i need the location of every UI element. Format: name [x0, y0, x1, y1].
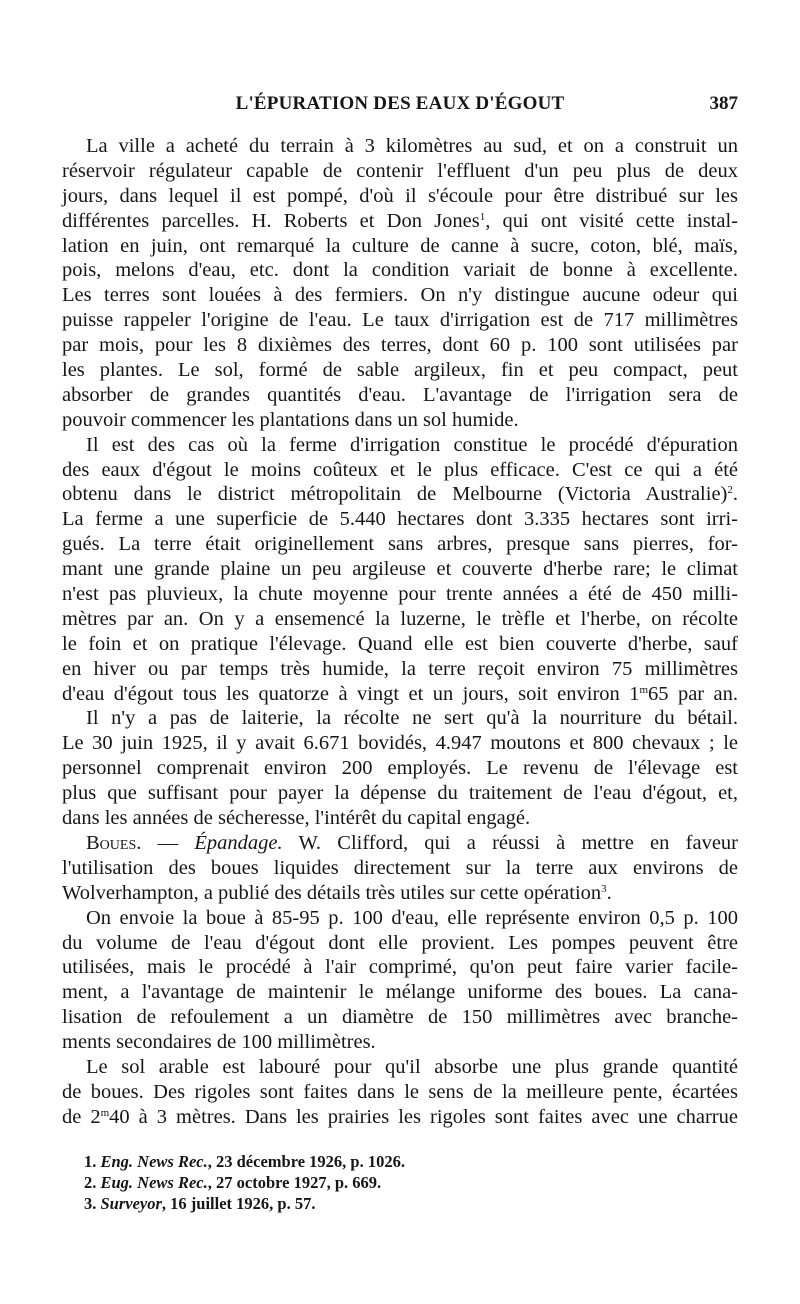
line-text-after: W. Clifford, qui a réussi à mettre en faveur	[282, 831, 738, 854]
line-text: Le sol arable est labouré pour qu'il absorbe une plus grande quantité	[86, 1055, 738, 1078]
line-text-after: 40 à 3 mètres. Dans les prairies les rigoles sont faites avec une charrue	[109, 1105, 738, 1128]
line-text: jours, dans lequel il est pompé, d'où il s'écoule pour être distribué sur les	[62, 184, 738, 207]
text-line	[62, 358, 738, 383]
line-text: personnel comprenait environ 200 employés. Le revenu de l'élevage est	[62, 757, 738, 780]
text-line	[62, 507, 738, 532]
line-text-after: 65 par an.	[648, 682, 738, 705]
footnote-rest: , 23 décembre 1926, p. 1026.	[207, 1152, 405, 1171]
text-line	[62, 931, 738, 956]
text-line	[62, 408, 738, 433]
text-line	[62, 1055, 738, 1080]
line-text: n'est pas pluvieux, la chute moyenne pour trente années a été de 450 milli-	[62, 583, 738, 606]
line-text: absorber de grandes quantités d'eau. L'avantage de l'irrigation sera de	[62, 383, 738, 406]
text-line	[62, 706, 738, 731]
text-line	[62, 856, 738, 881]
text-line	[62, 980, 738, 1005]
text-line	[62, 632, 738, 657]
line-text: mant une grande plaine un peu argileuse et couverte d'herbe rare; le climat	[62, 558, 738, 581]
text-line	[62, 1080, 738, 1105]
footnote-number: 3.	[84, 1194, 97, 1213]
footnote	[84, 1193, 738, 1214]
text-line	[62, 532, 738, 557]
line-text: La ville a acheté du terrain à 3 kilomètres au sud, et on a construit un	[86, 135, 738, 157]
line-text: différentes parcelles. H. Roberts et Don Jones	[62, 209, 480, 232]
page-number: 387	[709, 93, 738, 114]
footnote-source: Eug. News Rec.	[100, 1173, 208, 1192]
text-line	[62, 906, 738, 931]
line-text: utilisées, mais le procédé à l'air comprimé, qu'on peut faire varier facile-	[62, 956, 738, 979]
line-text: —	[141, 831, 195, 854]
text-line	[62, 333, 738, 358]
text-line	[62, 607, 738, 632]
text-line	[62, 881, 738, 906]
footnote-source: Surveyor	[100, 1194, 162, 1213]
line-text-after: , qui ont visité cette instal-	[485, 209, 738, 232]
line-text: On envoie la boue à 85-95 p. 100 d'eau, elle représente environ 0,5 p. 100	[86, 906, 738, 929]
footnote-rest: , 27 octobre 1927, p. 669.	[207, 1173, 382, 1192]
line-text: pouvoir commencer les plantations dans un sol humide.	[62, 408, 519, 431]
footnote-ref: m	[639, 683, 649, 696]
text-line	[62, 1105, 738, 1130]
line-text: Le 30 juin 1925, il y avait 6.671 bovidés, 4.947 moutons et 800 chevaux ; le	[62, 732, 738, 755]
text-line	[62, 657, 738, 682]
text-line	[62, 308, 738, 333]
text-line	[62, 234, 738, 259]
text-line	[62, 458, 738, 483]
text-line	[62, 781, 738, 806]
line-text: puisse rappeler l'origine de l'eau. Le taux d'irrigation est de 717 millimètres	[62, 309, 738, 332]
footnote-rest: , 16 juillet 1926, p. 57.	[161, 1194, 316, 1213]
footnote	[84, 1151, 738, 1172]
subheading: Épandage.	[194, 831, 283, 854]
line-text: de 2	[62, 1105, 101, 1128]
text-line	[62, 134, 738, 159]
line-text: l'utilisation des boues liquides directement sur la terre aux environs de	[62, 856, 738, 879]
text-line	[62, 731, 738, 756]
text-line	[62, 482, 738, 507]
text-line	[62, 1005, 738, 1030]
line-text: gués. La terre était originellement sans arbres, presque sans pierres, for-	[62, 533, 738, 556]
text-line	[62, 557, 738, 582]
text-line	[62, 283, 738, 308]
text-line	[62, 756, 738, 781]
line-text: du volume de l'eau d'égout dont elle provient. Les pompes peuvent être	[62, 931, 738, 954]
text-line	[62, 955, 738, 980]
line-text: Wolverhampton, a publié des détails très utiles sur cette opération	[62, 881, 602, 904]
text-line	[62, 1030, 738, 1055]
line-text: ments secondaires de 100 millimètres.	[62, 1031, 376, 1054]
text-line	[62, 582, 738, 607]
line-text: des eaux d'égout le moins coûteux et le plus efficace. C'est ce qui a été	[62, 458, 738, 481]
line-text: Les terres sont louées à des fermiers. On n'y distingue aucune odeur qui	[62, 284, 738, 307]
footnote-ref: 2	[727, 484, 733, 497]
footnote-number: 2.	[84, 1173, 97, 1192]
body-text	[62, 134, 738, 1130]
footnote-ref: 1	[479, 210, 486, 223]
section-heading: Boues.	[86, 831, 142, 854]
text-line	[62, 433, 738, 458]
line-text: plus que suffisant pour payer la dépense du traitement de l'eau d'égout, et,	[62, 782, 738, 805]
footnotes	[84, 1151, 738, 1214]
text-line	[62, 209, 738, 234]
footnote	[84, 1172, 738, 1193]
text-line	[62, 258, 738, 283]
footnote-number: 1.	[84, 1152, 97, 1171]
footnote-ref: m	[100, 1106, 110, 1119]
line-text: mètres par an. On y a ensemencé la luzerne, le trèfle et l'herbe, on récolte	[62, 607, 738, 630]
line-text: de boues. Des rigoles sont faites dans le sens de la meilleure pente, écartées	[62, 1080, 738, 1103]
line-text: par mois, pour les 8 dixièmes des terres, dont 60 p. 100 sont utilisées par	[62, 334, 738, 357]
line-text: les plantes. Le sol, formé de sable argileux, fin et peu compact, peut	[62, 359, 738, 382]
text-line	[62, 806, 738, 831]
line-text: La ferme a une superficie de 5.440 hectares dont 3.335 hectares sont irri-	[62, 508, 738, 531]
line-text: Il n'y a pas de laiterie, la récolte ne sert qu'à la nourriture du bétail.	[86, 707, 738, 730]
line-text: ment, a l'avantage de maintenir le mélange uniforme des boues. La cana-	[62, 981, 738, 1004]
line-text: dans les années de sécheresse, l'intérêt du capital engagé.	[62, 807, 531, 830]
line-text: le foin et on pratique l'élevage. Quand elle est bien couverte d'herbe, sauf	[62, 632, 738, 655]
text-line	[62, 159, 738, 184]
text-line	[62, 682, 738, 707]
line-text: en hiver ou par temps très humide, la terre reçoit environ 75 millimètres	[62, 657, 738, 680]
line-text: obtenu dans le district métropolitain de Melbourne (Victoria Australie)	[62, 483, 728, 506]
page-header	[62, 93, 738, 117]
line-text: lisation de refoulement a un diamètre de 150 millimètres avec branche-	[62, 1006, 738, 1029]
text-line	[62, 184, 738, 209]
text-line	[62, 383, 738, 408]
footnote-source: Eng. News Rec.	[100, 1152, 208, 1171]
line-text: lation en juin, ont remarqué la culture de canne à sucre, coton, blé, maïs,	[62, 234, 738, 257]
line-text-after: .	[606, 881, 612, 904]
line-text: d'eau d'égout tous les quatorze à vingt et un jours, soit environ 1	[62, 682, 640, 705]
line-text-after: .	[732, 483, 738, 506]
running-title: L'ÉPURATION DES EAUX D'ÉGOUT	[235, 93, 565, 114]
footnote-ref: 3	[601, 882, 607, 895]
line-text: Il est des cas où la ferme d'irrigation constitue le procédé d'épuration	[86, 433, 738, 456]
line-text: réservoir régulateur capable de contenir l'effluent d'un peu plus de deux	[62, 159, 738, 182]
line-text: pois, melons d'eau, etc. dont la condition variait de bonne à excellente.	[62, 259, 738, 282]
text-line	[62, 831, 738, 856]
